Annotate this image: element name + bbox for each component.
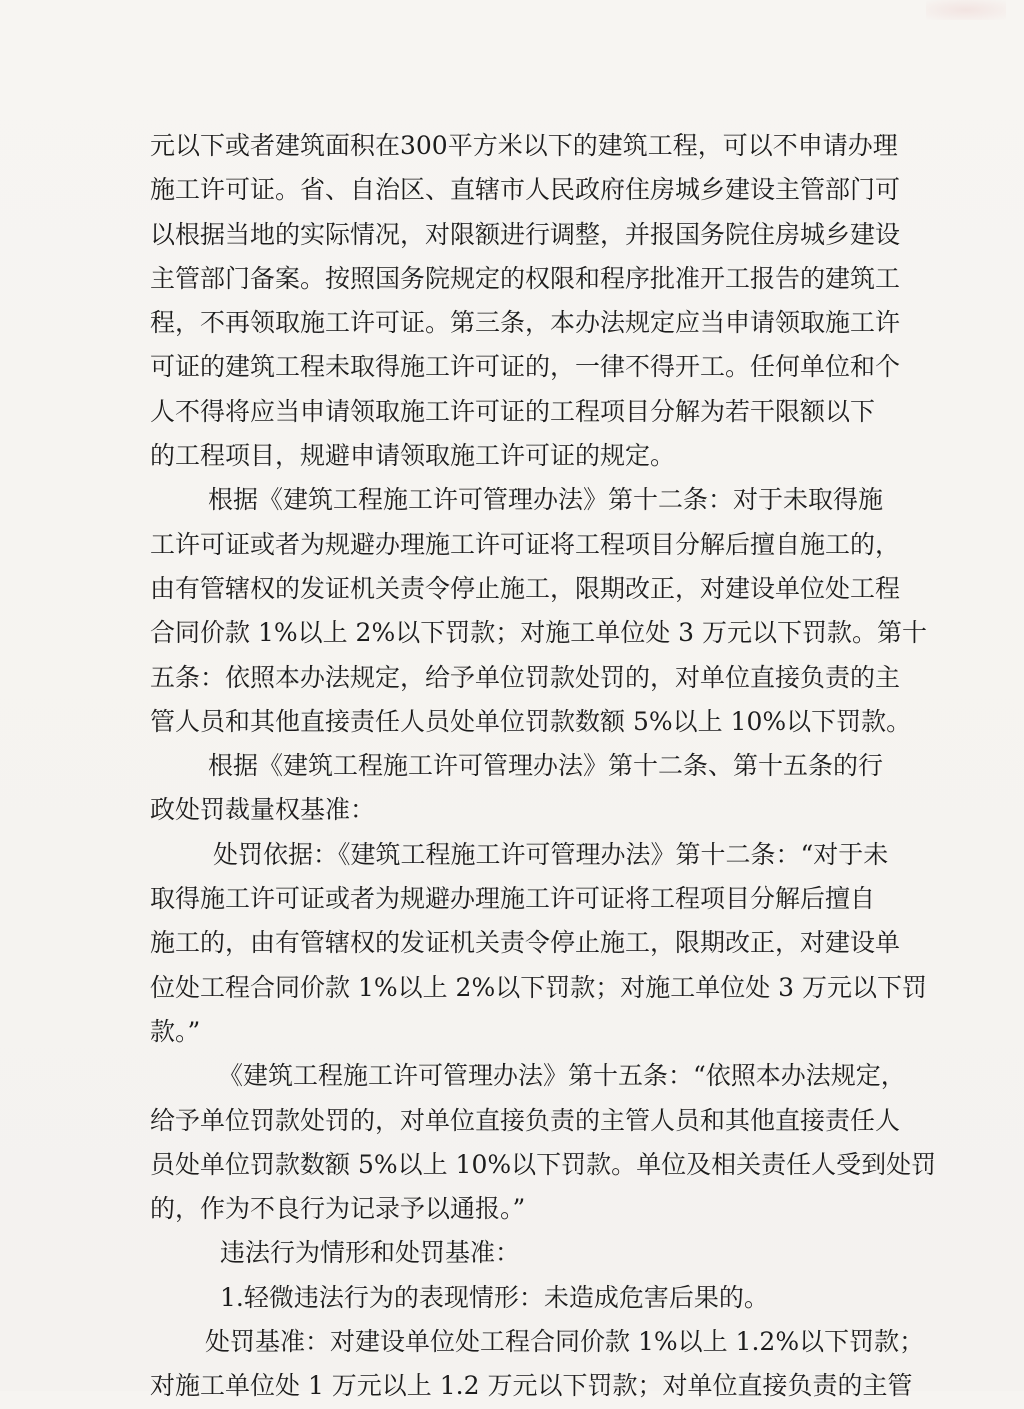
body-line-21: 款。” — [150, 1016, 201, 1046]
body-line-29: 对施工单位处 1 万元以上 1.2 万元以下罚款；对单位直接负责的主管 — [150, 1371, 913, 1401]
body-line-28: 处罚基准：对建设单位处工程合同价款 1%以上 1.2%以下罚款； — [205, 1327, 925, 1357]
body-line-10: 工许可证或者为规避办理施工许可证将工程项目分解后擅自施工的， — [150, 529, 901, 559]
body-line-23: 给予单位罚款处罚的，对单位直接负责的主管人员和其他直接责任人 — [150, 1105, 901, 1135]
body-line-11: 由有管辖权的发证机关责令停止施工，限期改正，对建设单位处工程 — [150, 573, 901, 603]
body-line-24: 员处单位罚款数额 5%以上 10%以下罚款。单位及相关责任人受到处罚 — [150, 1149, 937, 1179]
body-line-18: 取得施工许可证或者为规避办理施工许可证将工程项目分解后擅自 — [150, 884, 876, 914]
body-line-8: 的工程项目，规避申请领取施工许可证的规定。 — [150, 441, 676, 471]
scan-artifact — [926, 0, 1006, 20]
body-line-13: 五条：依照本办法规定，给予单位罚款处罚的，对单位直接负责的主 — [150, 662, 901, 692]
body-line-26: 违法行为情形和处罚基准： — [220, 1238, 521, 1268]
body-line-2: 施工许可证。省、自治区、直辖市人民政府住房城乡建设主管部门可 — [150, 175, 901, 205]
body-line-1: 元以下或者建筑面积在300平方米以下的建筑工程，可以不申请办理 — [150, 131, 898, 160]
body-line-16: 政处罚裁量权基准： — [150, 795, 376, 825]
body-line-5: 程，不再领取施工许可证。第三条，本办法规定应当申请领取施工许 — [150, 308, 901, 338]
body-line-7: 人不得将应当申请领取施工许可证的工程项目分解为若干限额以下 — [150, 396, 876, 426]
body-line-19: 施工的，由有管辖权的发证机关责令停止施工，限期改正，对建设单 — [150, 928, 901, 958]
body-line-9: 根据《建筑工程施工许可管理办法》第十二条：对于未取得施 — [208, 485, 884, 515]
body-line-14: 管人员和其他直接责任人员处单位罚款数额 5%以上 10%以下罚款。 — [150, 706, 912, 736]
body-line-6: 可证的建筑工程未取得施工许可证的，一律不得开工。任何单位和个 — [150, 352, 901, 382]
body-line-15: 根据《建筑工程施工许可管理办法》第十二条、第十五条的行 — [208, 751, 884, 781]
document-body — [150, 124, 937, 1409]
body-line-4: 主管部门备案。按照国务院规定的权限和程序批准开工报告的建筑工 — [150, 263, 901, 293]
body-line-12: 合同价款 1%以上 2%以下罚款；对施工单位处 3 万元以下罚款。第十 — [150, 618, 928, 648]
body-line-22: 《建筑工程施工许可管理办法》第十五条：“依照本办法规定， — [218, 1061, 906, 1091]
body-line-3: 以根据当地的实际情况，对限额进行调整，并报国务院住房城乡建设 — [150, 219, 901, 249]
body-line-17: 处罚依据：《建筑工程施工许可管理办法》第十二条：“对于未 — [213, 839, 889, 869]
body-line-27: 1.轻微违法行为的表现情形：未造成危害后果的。 — [220, 1282, 769, 1312]
body-line-25: 的，作为不良行为记录予以通报。” — [150, 1194, 526, 1224]
body-line-20: 位处工程合同价款 1%以上 2%以下罚款；对施工单位处 3 万元以下罚 — [150, 972, 928, 1002]
